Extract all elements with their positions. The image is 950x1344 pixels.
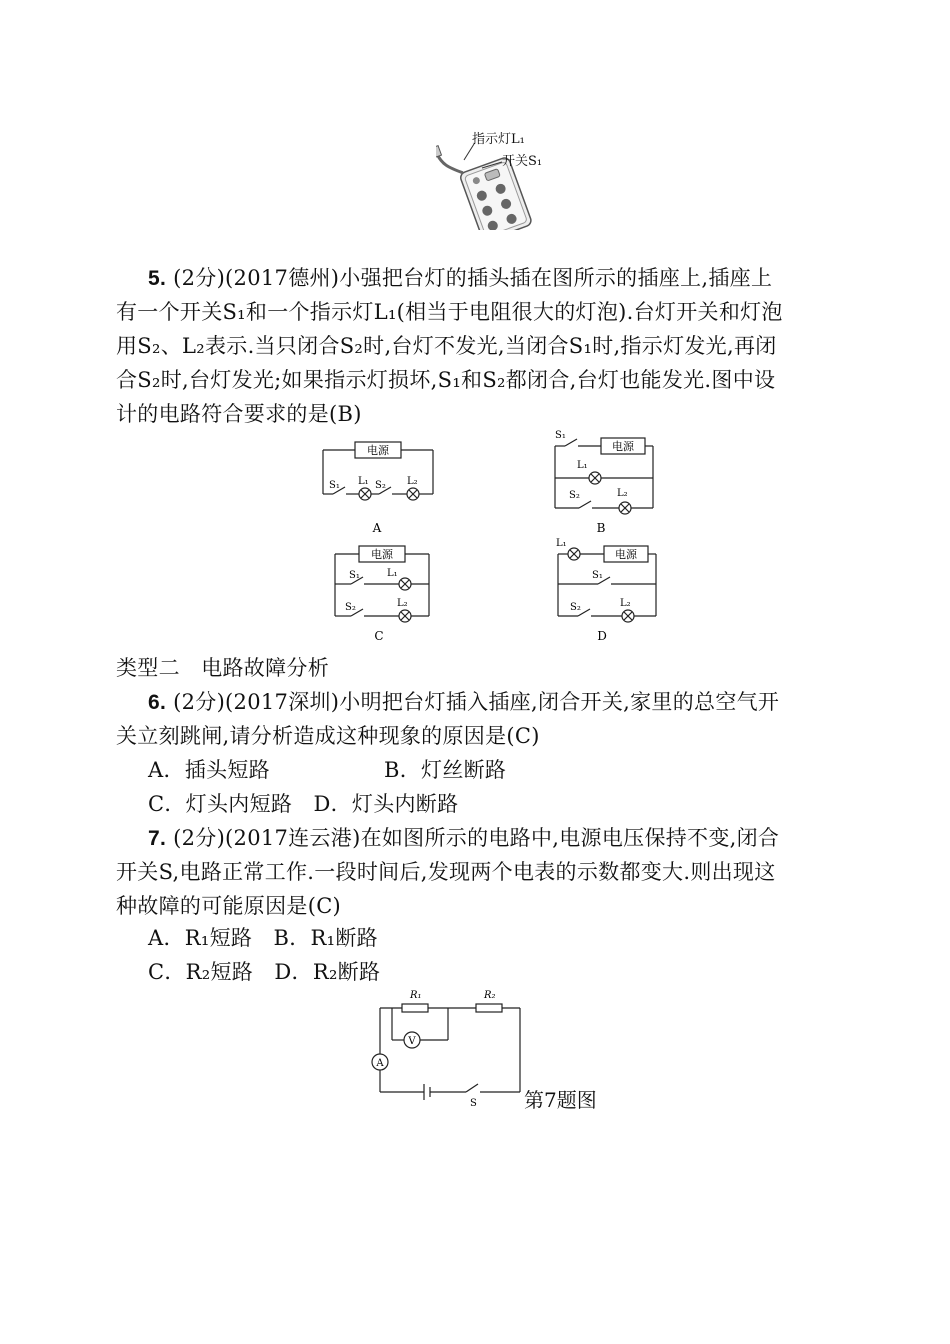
- q6-number: 6.: [148, 691, 167, 714]
- q5-line-2: 有一个开关S₁和一个指示灯L₁(相当于电阻很大的灯泡).台灯开关和灯泡: [116, 300, 783, 324]
- caption-c: C: [374, 629, 384, 643]
- s2-label: S₂: [569, 490, 580, 501]
- q6-option-a: A．插头短路: [148, 758, 270, 782]
- power-label: 电源: [371, 548, 393, 561]
- q5-line-5: 计的电路符合要求的是(B): [116, 402, 362, 426]
- q7-options-ab: A．R₁短路 B．R₁断路: [148, 926, 378, 950]
- q7-line-2: 开关S,电路正常工作.一段时间后,发现两个电表的示数都变大.则出现这: [116, 860, 776, 884]
- s1-label: S₁: [329, 480, 340, 491]
- l1-label: L₁: [358, 476, 369, 487]
- q7-line-3: 种故障的可能原因是(C): [116, 894, 342, 918]
- s2-label: S₂: [375, 480, 386, 491]
- r1-label: R₁: [410, 990, 422, 1001]
- power-label: 电源: [367, 444, 389, 457]
- circuit-b: [545, 428, 665, 544]
- q6-line-2: 关立刻跳闸,请分析造成这种现象的原因是(C): [116, 724, 540, 748]
- q7-figure-caption: 第7题图: [524, 1088, 597, 1112]
- s2-label: S₂: [570, 602, 581, 613]
- s1-label: S₁: [555, 430, 566, 441]
- q7-circuit-figure: [366, 984, 526, 1108]
- caption-d: D: [597, 629, 607, 643]
- circuit-c: [325, 540, 445, 648]
- l1-label: L₁: [577, 460, 588, 471]
- caption-a: A: [372, 521, 382, 535]
- circuit-a: [315, 432, 445, 544]
- q5-line-1: 5. (2分)(2017德州)小强把台灯的插头插在图所示的插座上,插座上: [148, 266, 773, 290]
- caption-b: B: [596, 521, 606, 535]
- q6-option-b: B．灯丝断路: [384, 758, 507, 782]
- q7-number: 7.: [148, 827, 167, 850]
- s1-label: S₁: [592, 570, 603, 581]
- l2-label: L₂: [617, 488, 628, 499]
- power-label: 电源: [615, 548, 637, 561]
- q5-line-4: 合S₂时,台灯发光;如果指示灯损坏,S₁和S₂都闭合,台灯也能发光.图中设: [116, 368, 776, 392]
- l1-label: L₁: [387, 568, 398, 579]
- switch-label: 开关S₁: [502, 154, 543, 169]
- l2-label: L₂: [620, 598, 631, 609]
- power-label: 电源: [612, 440, 634, 453]
- q6-line-1: 6. (2分)(2017深圳)小明把台灯插入插座,闭合开关,家里的总空气开: [148, 690, 780, 714]
- r2-label: R₂: [484, 990, 496, 1001]
- l2-label: L₂: [397, 598, 408, 609]
- indicator-light-label: 指示灯L₁: [472, 132, 525, 147]
- q5-line-3: 用S₂、L₂表示.当只闭合S₂时,台灯不发光,当闭合S₁时,指示灯发光,再闭: [116, 334, 777, 358]
- l1-label: L₁: [556, 538, 567, 549]
- q7-line-1: 7. (2分)(2017连云港)在如图所示的电路中,电源电压保持不变,闭合: [148, 826, 780, 850]
- q6-options-cd: C．灯头内短路 D．灯头内断路: [148, 792, 459, 816]
- s1-label: S₁: [349, 570, 360, 581]
- switch-s-label: S: [470, 1098, 477, 1108]
- section-heading: 类型二 电路故障分析: [116, 656, 329, 680]
- circuit-d: [548, 538, 668, 648]
- q7-options-cd: C．R₂短路 D．R₂断路: [148, 960, 381, 984]
- l2-label: L₂: [407, 476, 418, 487]
- ammeter-icon: A: [376, 1058, 384, 1069]
- voltmeter-icon: V: [408, 1036, 416, 1047]
- s2-label: S₂: [345, 602, 356, 613]
- q5-number: 5.: [148, 267, 167, 290]
